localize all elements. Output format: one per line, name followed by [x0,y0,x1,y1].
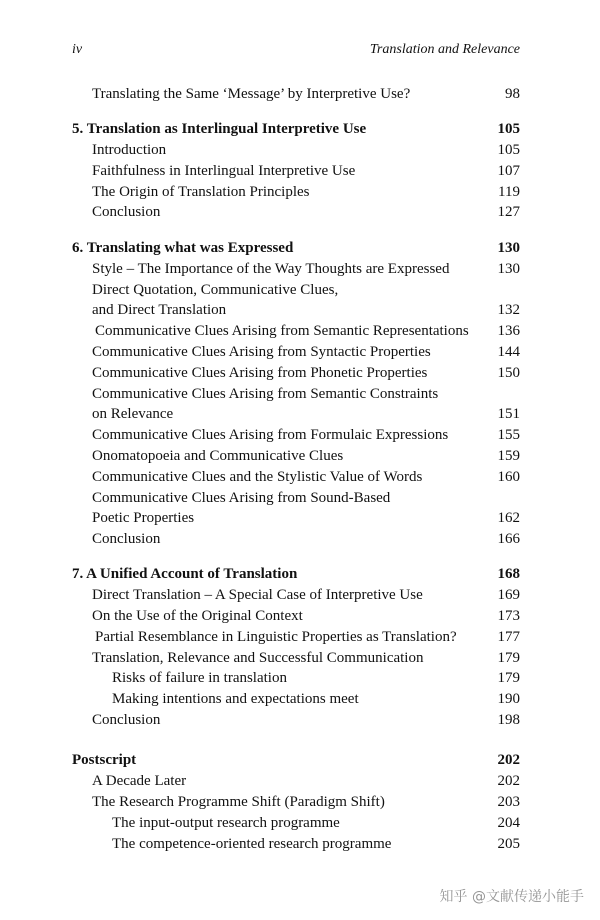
watermark: 知乎 @文献传递小能手 [439,889,584,905]
page-number: 190 [497,691,520,707]
toc-entry-row [0,425,600,445]
page-folio: iv [72,42,83,57]
page-number: 173 [497,608,520,624]
entry-title: Communicative Clues Arising from Semantic Constraints [92,386,439,402]
toc-entry-row [0,488,600,508]
entry-title: Partial Resemblance in Linguistic Properties as Translation? [95,629,457,645]
toc-entry-row [0,342,600,362]
page-number: 166 [497,531,520,547]
toc-entry-row [0,834,600,854]
toc-entry-row [0,529,600,549]
entry-title: Communicative Clues and the Stylistic Value of Words [92,469,423,485]
page-number: 136 [497,323,520,339]
toc-entry-row [0,792,600,812]
entry-title: Direct Quotation, Communicative Clues, [92,282,339,298]
toc-entry-row [0,300,600,320]
page-number: 150 [497,365,520,381]
page-number: 162 [497,510,520,526]
entry-title: Conclusion [92,531,161,547]
entry-title: Communicative Clues Arising from Semantic Representations [95,323,469,339]
entry-title: The Origin of Translation Principles [92,184,310,200]
page-number: 132 [497,302,520,318]
toc-entry-row [0,321,600,341]
toc-entry-row [0,508,600,528]
page-number: 107 [497,163,520,179]
running-title: Translation and Relevance [369,42,520,57]
entry-title: Poetic Properties [92,510,195,526]
entry-title: Onomatopoeia and Communicative Clues [92,448,344,464]
chapter-title: 7. A Unified Account of Translation [72,566,298,582]
entry-title: Risks of failure in translation [112,670,287,686]
page-number: 119 [498,184,520,200]
page-number: 177 [497,629,520,645]
toc-chapter-row [0,750,600,770]
entry-title: and Direct Translation [92,302,227,318]
page-number: 130 [497,261,520,277]
toc-entry-row [0,606,600,626]
toc-entry-row [0,648,600,668]
entry-title: Introduction [92,142,167,158]
entry-title: Style – The Importance of the Way Thoughts are Expressed [92,261,450,277]
toc-entry-row [0,140,600,160]
toc-entry-row [0,627,600,647]
page-number: 179 [497,670,520,686]
entry-title: Conclusion [92,712,161,728]
entry-title: Translation, Relevance and Successful Communication [92,650,424,666]
entry-title: Making intentions and expectations meet [112,691,359,707]
page-number: 203 [497,794,520,810]
entry-title: The Research Programme Shift (Paradigm Shift) [92,794,385,810]
page-number: 202 [497,752,520,768]
running-header [72,42,520,60]
entry-title: Communicative Clues Arising from Sound-Based [92,490,391,506]
entry-title: Translating the Same ‘Message’ by Interpretive Use? [92,86,411,102]
entry-title: Faithfulness in Interlingual Interpretive Use [92,163,356,179]
toc-entry-row [0,710,600,730]
page-number: 155 [497,427,520,443]
page-number: 105 [497,121,520,137]
toc-entry-row [0,404,600,424]
toc-entry-row [0,771,600,791]
page-number: 179 [497,650,520,666]
entry-title: Direct Translation – A Special Case of Interpretive Use [92,587,423,603]
toc-entry-row [0,363,600,383]
page-number: 127 [497,204,520,220]
page-number: 205 [497,836,520,852]
toc-entry-row [0,384,600,404]
page-number: 105 [497,142,520,158]
page-number: 204 [497,815,520,831]
toc-entry-row [0,668,600,688]
toc-entry-row [0,202,600,222]
entry-title: Conclusion [92,204,161,220]
toc-entry-row [0,813,600,833]
toc-chapter-row [0,564,600,584]
toc-entry-row [0,689,600,709]
toc-chapter-row [0,238,600,258]
entry-title: The competence-oriented research programme [112,836,392,852]
page-number: 98 [505,86,520,102]
toc-entry-row [0,280,600,300]
toc-entry-row [0,585,600,605]
page-number: 159 [497,448,520,464]
page-number: 160 [497,469,520,485]
page-number: 169 [497,587,520,603]
toc-entry-row [0,259,600,279]
page-number: 144 [497,344,520,360]
entry-title: Communicative Clues Arising from Phonetic Properties [92,365,428,381]
entry-title: The input-output research programme [112,815,340,831]
toc-entry-row [0,467,600,487]
page-number: 198 [497,712,520,728]
toc-entry-row [0,182,600,202]
entry-title: On the Use of the Original Context [92,608,303,624]
page-number: 202 [497,773,520,789]
entry-title: Communicative Clues Arising from Syntactic Properties [92,344,431,360]
toc-entry-row [0,84,600,104]
page-number: 151 [497,406,520,422]
page-number: 130 [497,240,520,256]
chapter-title: 6. Translating what was Expressed [72,240,294,256]
page-number: 168 [497,566,520,582]
toc-chapter-row [0,119,600,139]
chapter-title: 5. Translation as Interlingual Interpretive Use [72,121,367,137]
chapter-title: Postscript [72,752,137,768]
toc-entry-row [0,446,600,466]
entry-title: on Relevance [92,406,174,422]
entry-title: A Decade Later [92,773,187,789]
entry-title: Communicative Clues Arising from Formulaic Expressions [92,427,449,443]
toc-entry-row [0,161,600,181]
